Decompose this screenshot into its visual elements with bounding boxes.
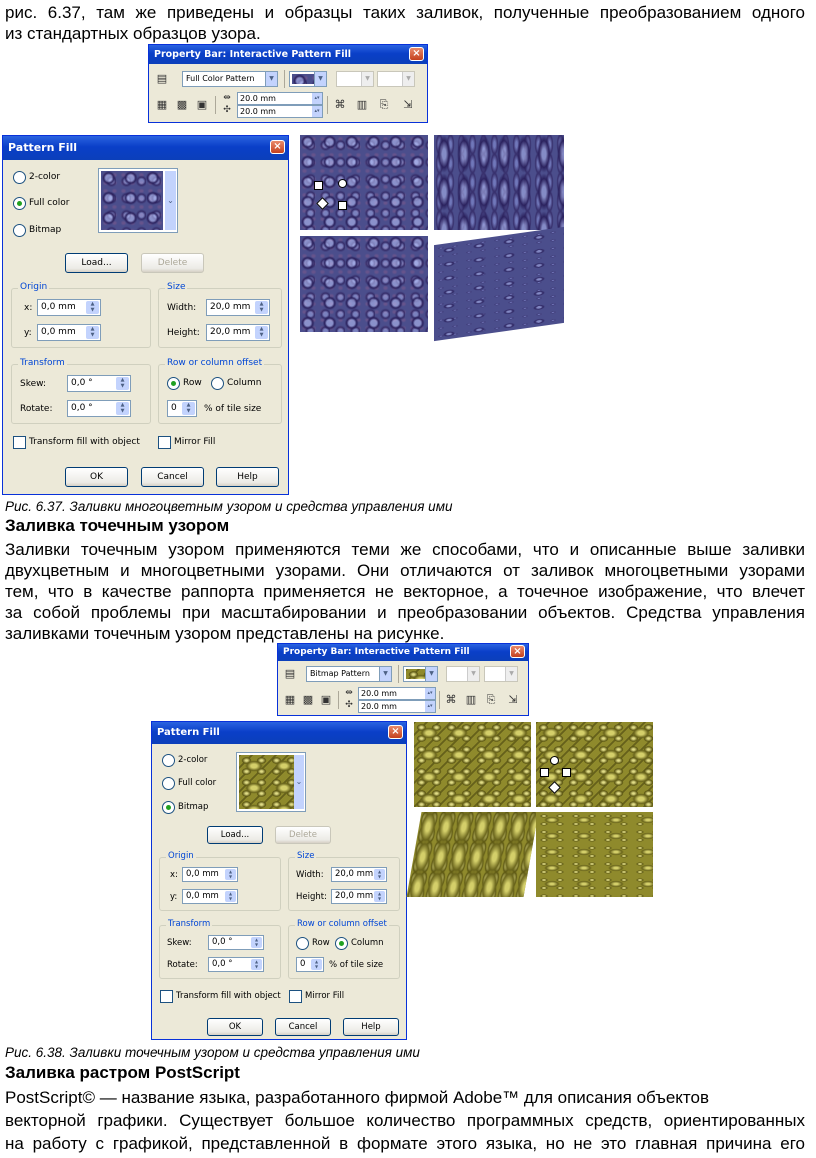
origin-group	[159, 851, 281, 911]
transform-label: Transform	[168, 919, 211, 929]
separator	[439, 691, 440, 709]
skew-label: Skew:	[20, 379, 47, 389]
pattern-fill-dialog	[151, 721, 407, 1040]
dialog-title: Pattern Fill ×	[3, 136, 288, 160]
help-button[interactable]: Help	[216, 467, 279, 487]
height-field[interactable]: 20.0 mm ▴▾	[358, 700, 436, 713]
radio-row[interactable]: Row	[167, 377, 202, 390]
chevron-down-icon[interactable]: ⌄	[294, 755, 304, 809]
pattern-preview[interactable]	[98, 168, 178, 233]
body-paragraph	[5, 539, 805, 644]
text-line: рис. 6.37, там же приведены и образцы таких заливок, полученные преобразованием одного	[5, 3, 805, 22]
offset-label: Row or column offset	[297, 919, 387, 929]
width-field[interactable]: 20.0 mm ▴▾	[237, 92, 323, 105]
text-line: двухцветным и многоцветными узорами. Они отличаются от заливок многоцветными узорами	[5, 561, 805, 580]
spinner-icon[interactable]: ▲ ▼	[225, 891, 236, 902]
offset-field[interactable]: 0 ▲ ▼	[296, 957, 324, 972]
chevron-down-icon: ▼	[379, 667, 391, 681]
text-line: тем, что в качестве раппорта применяется не векторное, а точечное изображение, что влечет	[5, 582, 805, 601]
text-line: на работу с графикой, представленной в формате этого языка, но не это главная причина его	[5, 1134, 805, 1153]
width-icon: ⇹	[345, 688, 353, 698]
sample-tile	[300, 135, 428, 230]
spinner-icon[interactable]: ▲ ▼	[251, 959, 262, 970]
sample-tile	[434, 135, 564, 230]
pattern-type-dropdown[interactable]: Full Color Pattern ▼	[182, 71, 278, 87]
spinner-icon[interactable]: ▴▾	[312, 106, 322, 117]
width-label: Width:	[167, 303, 197, 313]
spinner-icon[interactable]: ▴▾	[312, 93, 322, 104]
pattern-preview-image	[101, 171, 163, 230]
delete-button[interactable]: Delete	[141, 253, 204, 273]
ok-button[interactable]: OK	[65, 467, 128, 487]
x-label: x:	[170, 870, 178, 880]
circle-handle-icon[interactable]	[338, 179, 347, 188]
radio-bitmap[interactable]: Bitmap	[13, 224, 61, 237]
large-tile-icon[interactable]: ▣	[196, 98, 208, 111]
text-line: за собой проблемы при масштабировании и преобразовании объектов. Средства управления	[5, 603, 805, 622]
rotate-field[interactable]: 0,0 ° ▲ ▼	[208, 957, 264, 972]
ok-button[interactable]: OK	[207, 1018, 263, 1036]
pattern-swatch	[406, 669, 426, 679]
y-label: y:	[170, 892, 178, 902]
dialog-title: Pattern Fill ×	[152, 722, 406, 744]
body-paragraph	[5, 1086, 805, 1155]
pattern-picker[interactable]	[289, 71, 327, 87]
spinner-icon[interactable]: ▴▾	[425, 688, 435, 699]
large-tile-icon[interactable]: ▣	[320, 693, 332, 706]
spinner-icon[interactable]: ▲ ▼	[116, 402, 129, 415]
radio-2color[interactable]: 2-color	[162, 754, 207, 767]
skew-label: Skew:	[167, 938, 192, 948]
height-icon: ✣	[345, 700, 353, 710]
text-line: векторной графики. Существует большое количество программных средств, ориентированных	[5, 1111, 805, 1130]
pattern-picker[interactable]	[403, 666, 438, 682]
section-heading: Заливка растром PostScript	[5, 1063, 240, 1082]
medium-tile-icon[interactable]: ▩	[302, 693, 314, 706]
sample-tile	[414, 722, 531, 807]
spinner-icon[interactable]: ▲ ▼	[311, 959, 322, 970]
chevron-down-icon: ▼	[314, 72, 326, 86]
pattern-fill-tool-icon[interactable]: ▤	[284, 667, 296, 680]
delete-button[interactable]: Delete	[275, 826, 331, 844]
chevron-down-icon: ▼	[425, 667, 437, 681]
small-tile-icon[interactable]: ▦	[156, 98, 168, 111]
offset-field[interactable]: 0 ▲ ▼	[167, 400, 197, 417]
chevron-down-icon: ▼	[402, 72, 414, 86]
square-handle-icon[interactable]	[540, 768, 549, 777]
separator	[327, 96, 328, 114]
radio-row[interactable]: Row	[296, 937, 330, 950]
close-icon[interactable]: ×	[409, 47, 424, 61]
spinner-icon[interactable]: ▲ ▼	[86, 301, 99, 314]
size-label: Size	[167, 282, 186, 292]
radio-fullcolor[interactable]: Full color	[13, 197, 69, 210]
radio-fullcolor[interactable]: Full color	[162, 777, 216, 790]
height-field[interactable]: 20.0 mm ▴▾	[237, 105, 323, 118]
diamond-handle-icon[interactable]	[548, 781, 561, 794]
origin-x-field[interactable]: 0,0 mm ▲ ▼	[182, 867, 238, 882]
transform-with-object-icon[interactable]: ⌘	[445, 693, 457, 706]
mirror-fill-checkbox[interactable]: Mirror Fill	[289, 990, 344, 1003]
origin-y-field[interactable]: 0,0 mm ▲ ▼	[37, 324, 101, 341]
sample-tile	[407, 812, 539, 897]
text-line: из стандартных образцов узора.	[5, 24, 261, 43]
sample-tile	[300, 236, 428, 332]
spinner-icon[interactable]: ▲ ▼	[225, 869, 236, 880]
separator	[284, 70, 285, 88]
offset-group	[288, 919, 400, 979]
height-label: Height:	[167, 328, 200, 338]
rotate-field[interactable]: 0,0 ° ▲ ▼	[67, 400, 131, 417]
width-field[interactable]: 20,0 mm ▲ ▼	[331, 867, 387, 882]
width-field[interactable]: 20,0 mm ▲ ▼	[206, 299, 270, 316]
mirror-fill-icon[interactable]: ▥	[356, 98, 368, 111]
pattern-preview[interactable]	[236, 752, 306, 812]
convert-fill-icon[interactable]: ⇲	[508, 693, 518, 706]
separator	[398, 665, 399, 683]
help-button[interactable]: Help	[343, 1018, 399, 1036]
front-color-picker[interactable]	[446, 666, 480, 682]
pattern-preview-image	[239, 755, 294, 809]
mirror-fill-checkbox[interactable]: Mirror Fill	[158, 436, 215, 449]
sample-tile	[536, 722, 653, 807]
skew-field[interactable]: 0,0 ° ▲ ▼	[208, 935, 264, 950]
origin-group	[11, 282, 151, 348]
spinner-icon[interactable]: ▲ ▼	[116, 377, 129, 390]
width-icon: ⇹	[223, 93, 231, 103]
origin-y-field[interactable]: 0,0 mm ▲ ▼	[182, 889, 238, 904]
close-icon[interactable]: ×	[510, 645, 525, 658]
pattern-fill-dialog	[2, 135, 289, 495]
spinner-icon[interactable]: ▴▾	[425, 701, 435, 712]
pattern-type-dropdown[interactable]: Bitmap Pattern ▼	[306, 666, 392, 682]
spinner-icon[interactable]: ▲ ▼	[182, 402, 195, 415]
circle-handle-icon[interactable]	[550, 756, 559, 765]
back-color-picker[interactable]	[377, 71, 415, 87]
height-field[interactable]: 20,0 mm ▲ ▼	[206, 324, 270, 341]
copy-fill-icon[interactable]: ⎘	[486, 693, 496, 706]
diamond-handle-icon[interactable]	[316, 197, 329, 210]
separator	[338, 691, 339, 709]
spinner-icon[interactable]: ▲ ▼	[255, 326, 268, 339]
transform-fill-checkbox[interactable]: Transform fill with object	[160, 990, 281, 1003]
cancel-button[interactable]: Cancel	[275, 1018, 331, 1036]
transform-with-object-icon[interactable]: ⌘	[334, 98, 346, 111]
transform-group	[159, 919, 281, 979]
offset-unit-label: % of tile size	[329, 960, 384, 970]
size-group	[158, 282, 282, 348]
x-label: x:	[24, 303, 33, 313]
copy-fill-icon[interactable]: ⎘	[379, 98, 389, 111]
property-bar-title: Property Bar: Interactive Pattern Fill ×	[149, 45, 427, 64]
text-line: заливками точечным узором представлены на рисунке.	[5, 624, 445, 643]
spinner-icon[interactable]: ▲ ▼	[86, 326, 99, 339]
chevron-down-icon[interactable]: ⌄	[165, 171, 176, 230]
spinner-icon[interactable]: ▲ ▼	[251, 937, 262, 948]
transform-group	[11, 358, 151, 424]
origin-label: Origin	[20, 282, 48, 292]
load-button[interactable]: Load...	[65, 253, 128, 273]
close-icon[interactable]: ×	[388, 725, 403, 739]
offset-unit-label: % of tile size	[204, 404, 262, 414]
small-tile-icon[interactable]: ▦	[284, 693, 296, 706]
chevron-down-icon: ▼	[505, 667, 517, 681]
transform-label: Transform	[20, 358, 65, 368]
origin-x-field[interactable]: 0,0 mm ▲ ▼	[37, 299, 101, 316]
height-field[interactable]: 20,0 mm ▲ ▼	[331, 889, 387, 904]
mirror-fill-icon[interactable]: ▥	[465, 693, 477, 706]
property-bar-title: Property Bar: Interactive Pattern Fill ×	[278, 644, 528, 661]
radio-column[interactable]: Column	[211, 377, 261, 390]
spinner-icon[interactable]: ▲ ▼	[255, 301, 268, 314]
offset-label: Row or column offset	[167, 358, 263, 368]
chevron-down-icon: ▼	[265, 72, 277, 86]
transform-fill-checkbox[interactable]: Transform fill with object	[13, 436, 140, 449]
y-label: y:	[24, 328, 32, 338]
property-bar-window	[277, 643, 529, 716]
cancel-button[interactable]: Cancel	[141, 467, 204, 487]
medium-tile-icon[interactable]: ▩	[176, 98, 188, 111]
square-handle-icon[interactable]	[338, 201, 347, 210]
figure-caption: Рис. 6.38. Заливки точечным узором и средства управления ими	[5, 1045, 420, 1060]
load-button[interactable]: Load...	[207, 826, 263, 844]
chevron-down-icon: ▼	[361, 72, 373, 86]
figure-caption: Рис. 6.37. Заливки многоцветным узором и средства управления ими	[5, 499, 453, 514]
square-handle-icon[interactable]	[314, 181, 323, 190]
radio-column[interactable]: Column	[335, 937, 384, 950]
origin-label: Origin	[168, 851, 194, 861]
skew-field[interactable]: 0,0 ° ▲ ▼	[67, 375, 131, 392]
spinner-icon[interactable]: ▲ ▼	[374, 869, 385, 880]
close-icon[interactable]: ×	[270, 140, 285, 154]
width-label: Width:	[296, 870, 324, 880]
size-label: Size	[297, 851, 315, 861]
convert-fill-icon[interactable]: ⇲	[403, 98, 413, 111]
pattern-fill-tool-icon[interactable]: ▤	[156, 72, 168, 85]
text-line: PostScript© — название языка, разработанного фирмой Adobe™ для описания объектов	[5, 1088, 709, 1107]
front-color-picker[interactable]	[336, 71, 374, 87]
height-label: Height:	[296, 892, 327, 902]
intro-paragraph	[5, 2, 805, 44]
back-color-picker[interactable]	[484, 666, 518, 682]
pattern-swatch	[292, 74, 314, 84]
offset-group	[158, 358, 282, 424]
size-group	[288, 851, 400, 911]
height-icon: ✣	[223, 105, 231, 115]
sample-tile	[434, 227, 564, 341]
square-handle-icon[interactable]	[562, 768, 571, 777]
separator	[215, 96, 216, 114]
rotate-label: Rotate:	[20, 404, 53, 414]
chevron-down-icon: ▼	[467, 667, 479, 681]
spinner-icon[interactable]: ▲ ▼	[374, 891, 385, 902]
width-field[interactable]: 20.0 mm ▴▾	[358, 687, 436, 700]
text-line: Заливки точечным узором применяются теми же способами, что и описанные выше заливки	[5, 540, 805, 559]
section-heading: Заливка точечным узором	[5, 516, 230, 535]
rotate-label: Rotate:	[167, 960, 198, 970]
sample-tile	[536, 812, 653, 897]
property-bar-window	[148, 44, 428, 123]
radio-bitmap[interactable]: Bitmap	[162, 801, 208, 814]
radio-2color[interactable]: 2-color	[13, 171, 60, 184]
